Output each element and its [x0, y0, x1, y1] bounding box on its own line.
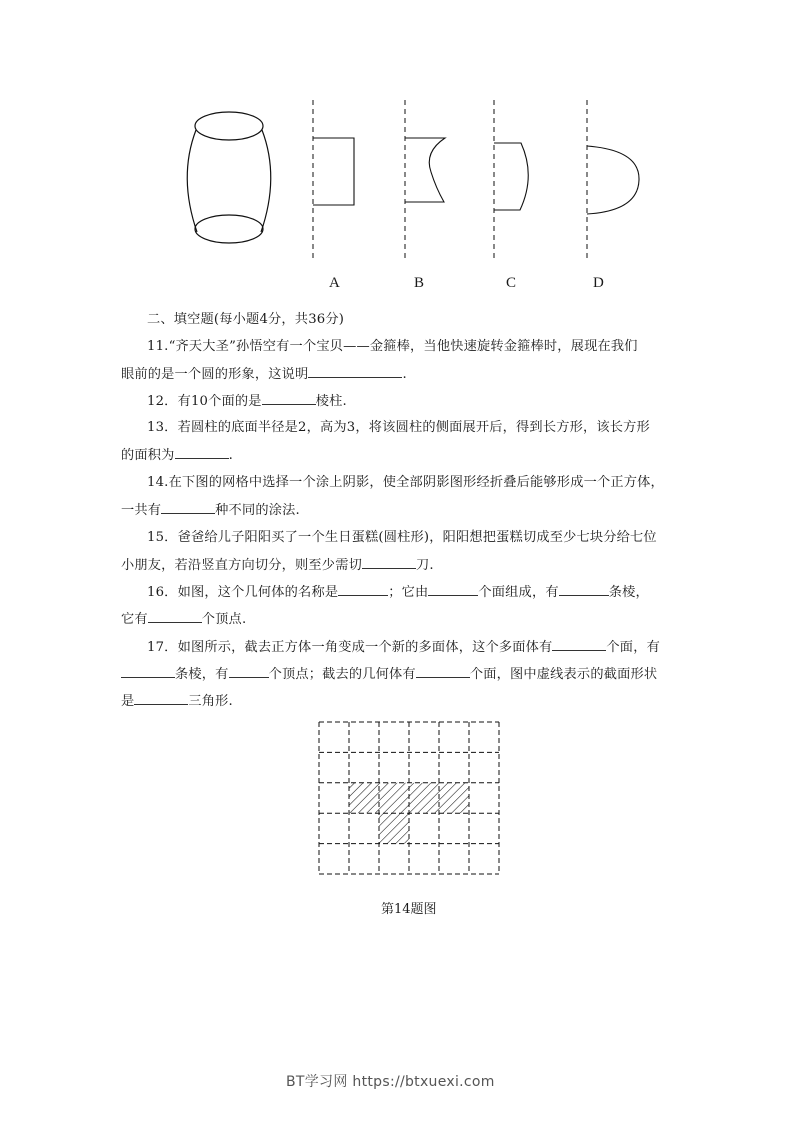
shaded-cell	[409, 783, 439, 813]
question-11-text: 眼前的是一个圆的形象，这说明	[121, 367, 309, 382]
question-15-line1: 15．爸爸给儿子阳阳买了一个生日蛋糕(圆柱形)，阳阳想把蛋糕切成至少七块分给七位	[147, 530, 657, 545]
shaded-cell	[349, 783, 379, 813]
answer-blank-17a[interactable]	[552, 638, 606, 651]
question-17-line2	[121, 665, 657, 684]
question-17-text-d: 个顶点；截去的几何体有	[268, 667, 416, 682]
question-11-end: .	[402, 367, 407, 382]
answer-blank-17c[interactable]	[229, 665, 269, 678]
question-12-end: 棱柱.	[315, 394, 347, 409]
question-17-text-b: 个面，有	[606, 640, 660, 655]
question-13-line1: 13．若圆柱的底面半径是2，高为3，将该圆柱的侧面展开后，得到长方形，该长方形	[147, 420, 650, 435]
question-16-line2	[121, 610, 246, 629]
question-13-line2	[121, 446, 233, 465]
answer-blank-17d[interactable]	[416, 665, 470, 678]
answer-blank-17e[interactable]	[134, 692, 188, 705]
section-heading: 二、填空题(每小题4分，共36分)	[147, 312, 345, 327]
answer-blank-17b[interactable]	[121, 665, 175, 678]
answer-blank-13[interactable]	[175, 446, 229, 459]
option-b-shape	[405, 100, 445, 260]
question-15-line2	[121, 556, 434, 575]
question-12-text: 12．有10个面的是	[147, 394, 262, 409]
option-b-label: B	[414, 275, 425, 291]
question-11-line2	[121, 365, 407, 384]
answer-blank-16c[interactable]	[559, 583, 609, 596]
question-12	[147, 392, 347, 411]
answer-blank-11[interactable]	[308, 365, 402, 378]
question-15-end: 刀.	[415, 558, 434, 573]
question-16-text-e: 它有	[121, 612, 148, 627]
barrel-solid-icon	[187, 112, 271, 243]
grid-caption: 第14题图	[381, 902, 437, 917]
answer-blank-14[interactable]	[161, 501, 215, 514]
question-17-line1	[147, 638, 660, 657]
question-13-end: .	[228, 448, 233, 463]
answer-blank-16d[interactable]	[148, 610, 202, 623]
question-16-text-c: 个面组成，有	[478, 585, 559, 600]
question-16-text-a: 16．如图，这个几何体的名称是	[147, 585, 339, 600]
answer-blank-16b[interactable]	[428, 583, 478, 596]
question-17-text-e: 个面，图中虚线表示的截面形状	[469, 667, 658, 682]
shaded-cell	[439, 783, 469, 813]
question-16-text-d: 条棱，	[608, 585, 649, 600]
question-11-line1: 11.“齐天大圣”孙悟空有一个宝贝——金箍棒，当他快速旋转金箍棒时，展现在我们	[147, 339, 638, 354]
question-17-end: 三角形.	[188, 694, 233, 709]
question-17-text-a: 17．如图所示，截去正方体一角变成一个新的多面体，这个多面体有	[147, 640, 553, 655]
footer-watermark: BT学习网 https://btxuexi.com	[286, 1074, 495, 1090]
question-17-text-f: 是	[121, 694, 135, 709]
option-d-label: D	[593, 275, 604, 291]
question-14-line2	[121, 501, 300, 520]
question-17-text-c: 条棱，有	[175, 667, 229, 682]
shaded-cell	[379, 813, 409, 843]
dashed-grid	[319, 722, 499, 874]
option-a-label: A	[329, 275, 340, 291]
option-d-shape	[587, 100, 639, 260]
shaded-cells	[349, 783, 469, 844]
option-c-label: C	[506, 275, 517, 291]
question-17-line3	[121, 692, 233, 711]
question-15-text: 小朋友，若沿竖直方向切分，则至少需切	[121, 558, 362, 573]
answer-blank-15[interactable]	[362, 556, 416, 569]
option-c-shape	[494, 100, 528, 260]
question-16-text-b: ；它由	[388, 585, 429, 600]
option-a-shape	[313, 100, 354, 260]
top-figure	[0, 0, 793, 300]
question-14-end: 种不同的涂法.	[215, 503, 300, 518]
question-13-text: 的面积为	[121, 448, 175, 463]
question-16-line1	[147, 583, 649, 602]
question-14-line1: 14.在下图的网格中选择一个涂上阴影，使全部阴影图形经折叠后能够形成一个正方体，	[147, 475, 664, 490]
shaded-cell	[379, 783, 409, 813]
answer-blank-16a[interactable]	[338, 583, 388, 596]
question-14-text: 一共有	[121, 503, 162, 518]
question-16-end: 个顶点.	[201, 612, 247, 627]
answer-blank-12[interactable]	[262, 392, 316, 405]
